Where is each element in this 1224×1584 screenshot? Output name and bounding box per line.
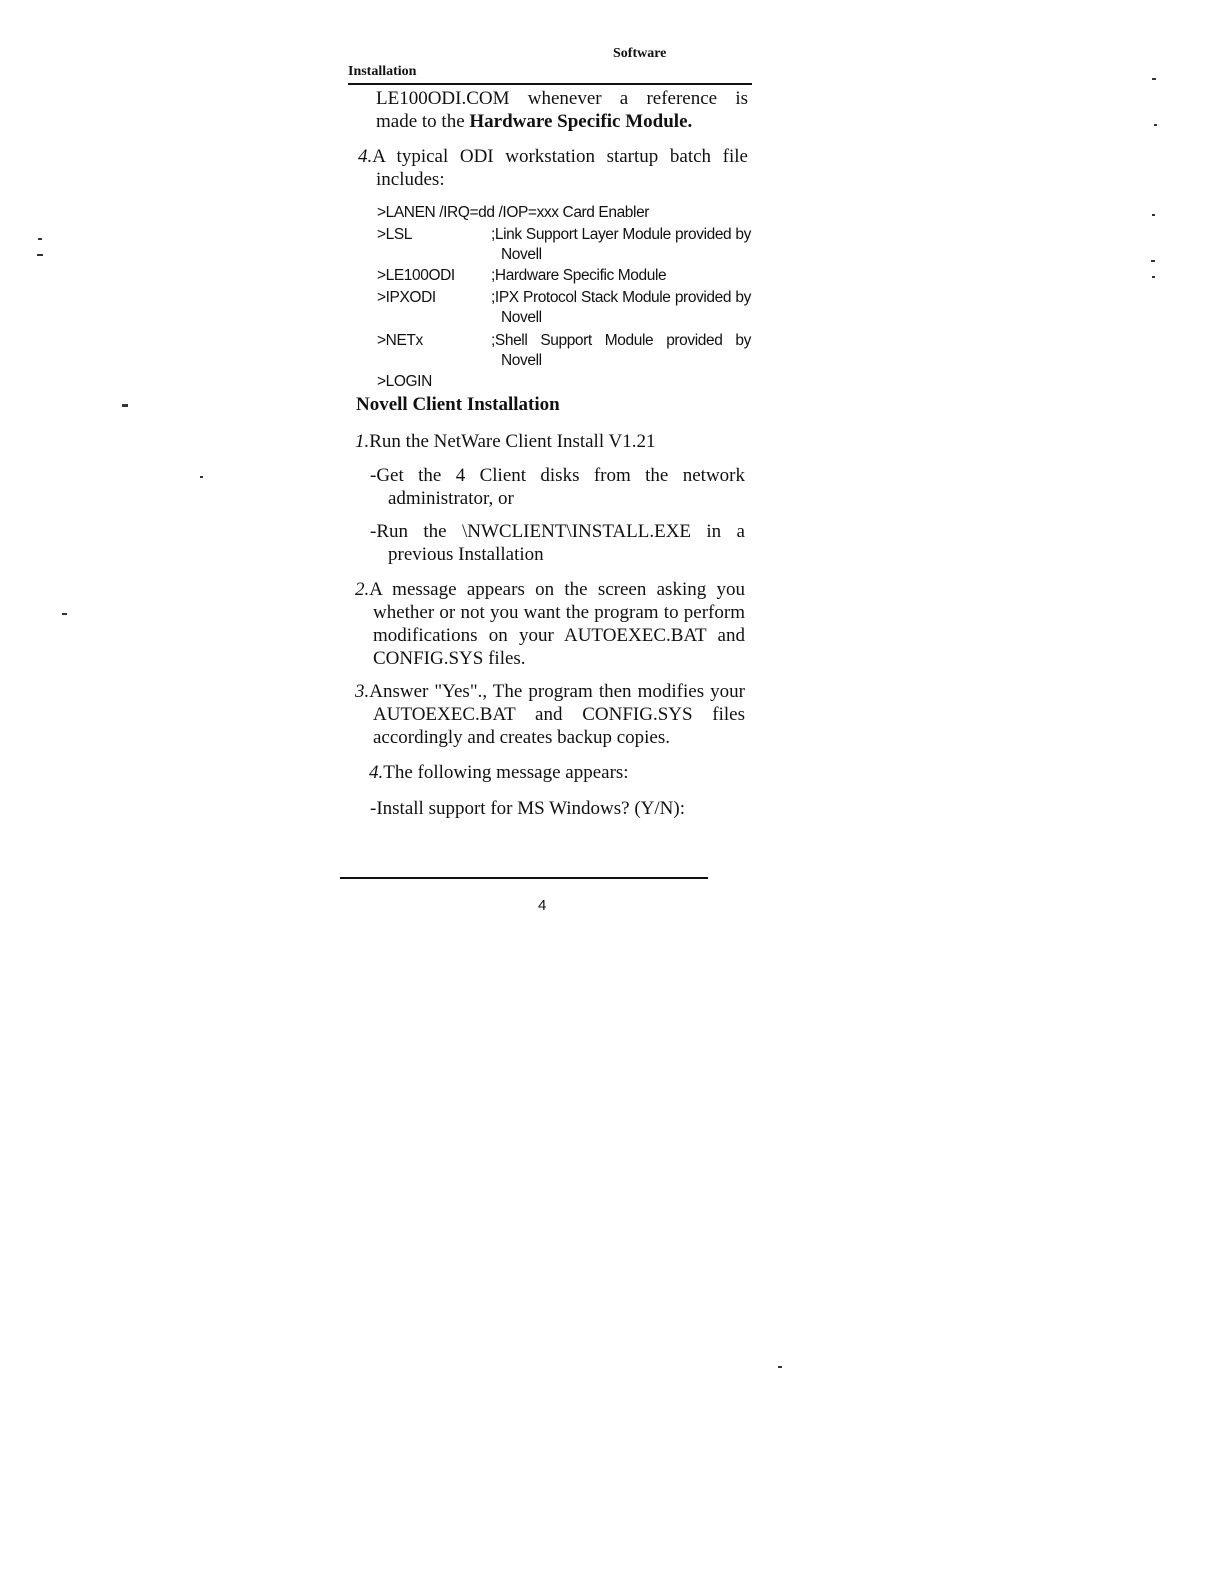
batch-desc-lsl: ;Link Support Layer Module provided by [491,226,751,243]
scan-speck [1154,124,1157,126]
step-number: 3. [355,681,370,702]
batch-cmd-ipxodi: >IPXODI [377,289,436,306]
scan-speck [1152,214,1155,216]
header-rule [348,83,752,85]
intro-line-1: LE100ODI.COM whenever a reference is [376,88,748,109]
scan-speck [62,613,67,615]
step-text: Run the NetWare Client Install V1.21 [369,431,656,452]
page-number: 4 [538,897,547,914]
step-1-run-install [355,430,755,453]
batch-desc-netx-cont: Novell [501,352,542,369]
batch-cmd-le100odi: >LE100ODI [377,267,455,284]
intro-paragraph [376,87,748,133]
scan-speck [1152,276,1155,278]
hardware-specific-module-term: Hardware Specific Module. [469,111,693,132]
step-2-message-appears [355,578,745,670]
batch-file-listing [377,203,751,393]
batch-desc-ipxodi: ;IPX Protocol Stack Module provided by [491,289,751,306]
section-heading-novell-client: Novell Client Installation [356,394,560,415]
step-1-option-get-disks: -Get the 4 Client disks from the network administrator, or [370,465,745,509]
batch-line-lanen: >LANEN /IRQ=dd /IOP=xxx Card Enabler [377,204,650,221]
step-number: 4. [358,146,373,167]
batch-desc-netx: ;Shell Support Module provided by [491,332,751,349]
scan-speck [1151,260,1155,262]
windows-support-prompt: -Install support for MS Windows? (Y/N): [370,798,685,819]
scan-speck [38,238,42,240]
batch-cmd-lsl: >LSL [377,226,413,243]
step-4-following-message [369,761,729,784]
scan-speck [37,254,43,256]
step-text: A message appears on the screen asking you whether or not you want the program to perform modifications on your AUTOEXEC.BAT and CONFIG.SYS files. [369,579,745,669]
step-4-typical-odi [358,145,748,191]
running-header-section: Software [613,46,667,61]
intro-line-2: made to the Hardware Specific Module. [376,111,693,132]
scan-speck [778,1366,782,1368]
step-3-answer-yes [355,680,745,749]
batch-cmd-netx: >NETx [377,332,423,349]
step-text: A typical ODI workstation startup batch file includes: [372,146,748,190]
batch-line-login: >LOGIN [377,373,432,390]
step-number: 4. [369,762,384,783]
scan-speck [122,404,128,407]
scan-speck [200,476,203,478]
step-1-option-run-previous: -Run the \NWCLIENT\INSTALL.EXE in a previous Installation [370,521,745,565]
batch-desc-le100odi: ;Hardware Specific Module [491,267,667,284]
running-header-chapter: Installation [348,64,417,79]
step-number: 2. [355,579,370,600]
step-text: The following message appears: [383,762,629,783]
batch-desc-ipxodi-cont: Novell [501,309,542,326]
footer-rule [340,877,708,879]
step-number: 1. [355,431,370,452]
scan-speck [1152,78,1156,80]
batch-desc-lsl-cont: Novell [501,246,542,263]
step-text: Answer "Yes"., The program then modifies your AUTOEXEC.BAT and CONFIG.SYS files accordingly and creates backup copies. [369,681,745,748]
